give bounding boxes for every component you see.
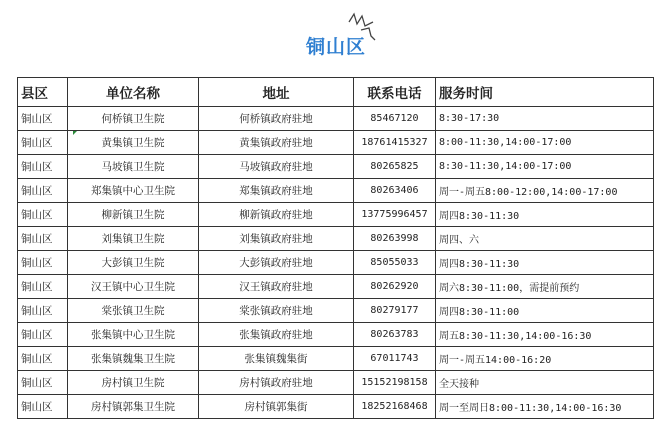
cell-address: 汉王镇政府驻地 xyxy=(199,275,354,299)
cell-county: 铜山区 xyxy=(18,251,68,275)
title-area xyxy=(0,10,672,62)
cell-service-time: 周六8:30-11:00，需提前预约 xyxy=(436,275,654,299)
cell-address: 柳新镇政府驻地 xyxy=(199,203,354,227)
cell-county: 铜山区 xyxy=(18,179,68,203)
page-title: 铜山区 xyxy=(305,36,366,58)
header-phone: 联系电话 xyxy=(354,78,436,107)
table-row xyxy=(18,299,654,323)
table-row xyxy=(18,179,654,203)
cell-county: 铜山区 xyxy=(18,155,68,179)
cell-service-time: 8:30-17:30 xyxy=(436,107,654,131)
cell-unit-name: 张集镇中心卫生院 xyxy=(68,323,199,347)
cell-unit-name: 汉王镇中心卫生院 xyxy=(68,275,199,299)
cell-service-time: 周四8:30-11:00 xyxy=(436,299,654,323)
cell-unit-name: 房村镇郭集卫生院 xyxy=(68,395,199,419)
cell-service-time: 周一-周五8:00-12:00,14:00-17:00 xyxy=(436,179,654,203)
cell-unit-name: 何桥镇卫生院 xyxy=(68,107,199,131)
cell-phone: 80263783 xyxy=(354,323,436,347)
table-row xyxy=(18,131,654,155)
cell-county: 铜山区 xyxy=(18,371,68,395)
cell-service-time: 周一-周五14:00-16:20 xyxy=(436,347,654,371)
cell-phone: 80262920 xyxy=(354,275,436,299)
cell-phone: 85055033 xyxy=(354,251,436,275)
cell-address: 张集镇魏集街 xyxy=(199,347,354,371)
cell-address: 刘集镇政府驻地 xyxy=(199,227,354,251)
cell-phone: 18761415327 xyxy=(354,131,436,155)
cell-county: 铜山区 xyxy=(18,107,68,131)
header-address: 地址 xyxy=(199,78,354,107)
header-unit-name: 单位名称 xyxy=(68,78,199,107)
cell-unit-name: 张集镇魏集卫生院 xyxy=(68,347,199,371)
table-row xyxy=(18,323,654,347)
table-row xyxy=(18,395,654,419)
cell-unit-name: 刘集镇卫生院 xyxy=(68,227,199,251)
table-row xyxy=(18,275,654,299)
cell-county: 铜山区 xyxy=(18,227,68,251)
cell-county: 铜山区 xyxy=(18,299,68,323)
cell-county: 铜山区 xyxy=(18,275,68,299)
cell-phone: 67011743 xyxy=(354,347,436,371)
cell-unit-name: 房村镇卫生院 xyxy=(68,371,199,395)
cell-phone: 80263998 xyxy=(354,227,436,251)
cell-unit-name: 棠张镇卫生院 xyxy=(68,299,199,323)
cell-phone: 80279177 xyxy=(354,299,436,323)
cell-address: 郑集镇政府驻地 xyxy=(199,179,354,203)
cell-service-time: 周一至周日8:00-11:30,14:00-16:30 xyxy=(436,395,654,419)
cell-unit-name: 大彭镇卫生院 xyxy=(68,251,199,275)
cell-address: 马坡镇政府驻地 xyxy=(199,155,354,179)
cell-service-time: 周四8:30-11:30 xyxy=(436,203,654,227)
cell-phone: 80265825 xyxy=(354,155,436,179)
cell-phone: 18252168468 xyxy=(354,395,436,419)
cell-address: 房村镇政府驻地 xyxy=(199,371,354,395)
cell-phone: 80263406 xyxy=(354,179,436,203)
table-row xyxy=(18,155,654,179)
table-row xyxy=(18,227,654,251)
table-header-row xyxy=(18,78,654,107)
table-row xyxy=(18,107,654,131)
table-row xyxy=(18,203,654,227)
cell-county: 铜山区 xyxy=(18,323,68,347)
cell-county: 铜山区 xyxy=(18,347,68,371)
cell-address: 棠张镇政府驻地 xyxy=(199,299,354,323)
cell-service-time: 周五8:30-11:30,14:00-16:30 xyxy=(436,323,654,347)
clinic-table xyxy=(17,77,654,419)
cell-unit-name: 郑集镇中心卫生院 xyxy=(68,179,199,203)
cell-phone: 85467120 xyxy=(354,107,436,131)
cell-address: 黄集镇政府驻地 xyxy=(199,131,354,155)
cell-county: 铜山区 xyxy=(18,203,68,227)
cell-comment-marker xyxy=(73,131,77,135)
cell-service-time: 周四8:30-11:30 xyxy=(436,251,654,275)
cell-county: 铜山区 xyxy=(18,395,68,419)
table-row xyxy=(18,251,654,275)
cell-service-time: 周四、六 xyxy=(436,227,654,251)
table-row xyxy=(18,347,654,371)
cell-service-time: 8:30-11:30,14:00-17:00 xyxy=(436,155,654,179)
cell-unit-name: 马坡镇卫生院 xyxy=(68,155,199,179)
cell-address: 大彭镇政府驻地 xyxy=(199,251,354,275)
header-service-time: 服务时间 xyxy=(436,78,654,107)
cell-unit-name: 柳新镇卫生院 xyxy=(68,203,199,227)
cell-county: 铜山区 xyxy=(18,131,68,155)
cell-service-time: 8:00-11:30,14:00-17:00 xyxy=(436,131,654,155)
cell-address: 何桥镇政府驻地 xyxy=(199,107,354,131)
cell-unit-name: 黄集镇卫生院 xyxy=(68,131,199,155)
cell-address: 张集镇政府驻地 xyxy=(199,323,354,347)
cell-address: 房村镇郭集街 xyxy=(199,395,354,419)
table-row xyxy=(18,371,654,395)
cell-phone: 15152198158 xyxy=(354,371,436,395)
cell-phone: 13775996457 xyxy=(354,203,436,227)
header-county: 县区 xyxy=(18,78,68,107)
cell-service-time: 全天接种 xyxy=(436,371,654,395)
